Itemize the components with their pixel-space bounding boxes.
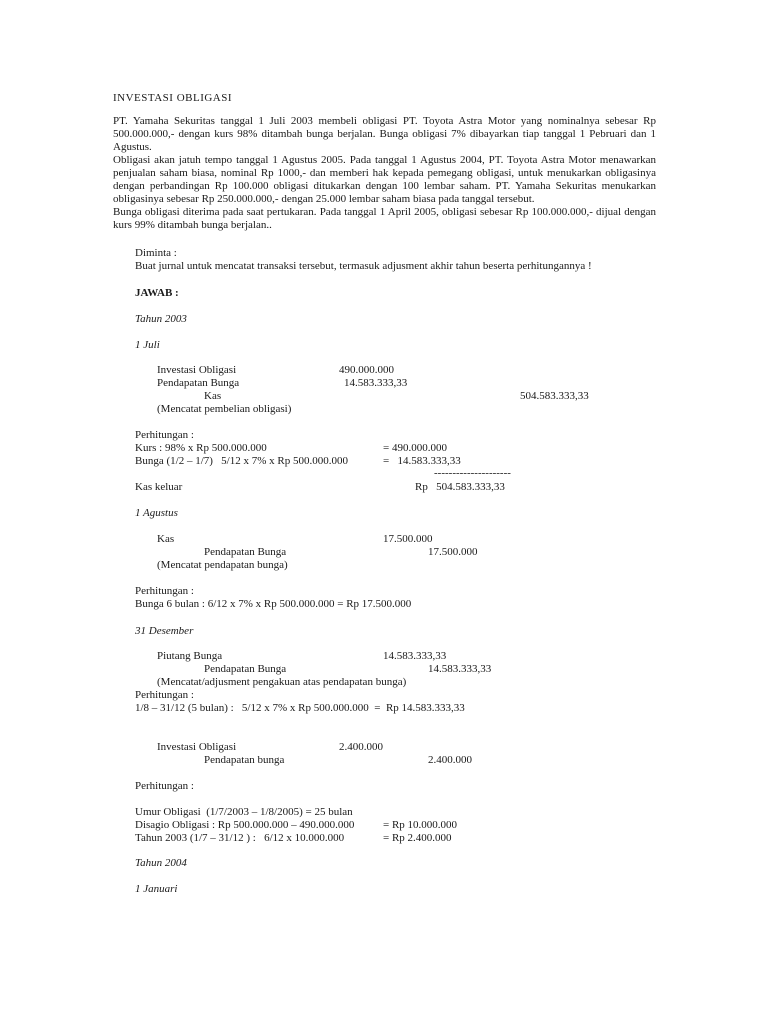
- date-31-desember: 31 Desember: [135, 625, 194, 637]
- journal-account: Piutang Bunga: [157, 650, 223, 662]
- journal-account: Pendapatan bunga: [204, 754, 285, 766]
- journal-credit: 14.583.333,33: [428, 663, 492, 675]
- problem-paragraph: Obligasi akan jatuh tempo tanggal 1 Agustus 2005. Pada tanggal 1 Agustus 2004, PT. Toyota Astra Motor menawarkan penjualan saham biasa, nominal Rp 1000,- dan memberi hak kepada pemegang obligasi, untuk menukarkan obligasinya dengan perbandingan Rp 100.000 obligasi ditukarkan dengan 100 lembar saham. PT. Yamaha Sekuritas menukarkan obligasinya sebesar Rp 250.000.000,- dengan 25.000 lembar saham biasa pada tanggal tersebut.: [113, 154, 656, 205]
- journal-note: (Mencatat pembelian obligasi): [157, 403, 292, 415]
- journal-credit: 2.400.000: [428, 754, 472, 766]
- problem-paragraph: Bunga obligasi diterima pada saat pertukaran. Pada tanggal 1 April 2005, obligasi sebesar Rp 100.000.000,- dijual dengan kurs 99% ditambah bunga berjalan..: [113, 206, 656, 231]
- calc-line: Umur Obligasi (1/7/2003 – 1/8/2005) = 25 bulan: [135, 806, 353, 818]
- journal-debit: 2.400.000: [339, 741, 383, 753]
- journal-debit: 17.500.000: [383, 533, 433, 545]
- year-heading-2003: Tahun 2003: [135, 313, 187, 325]
- year-heading-2004: Tahun 2004: [135, 857, 187, 869]
- total-value: Rp 504.583.333,33: [415, 481, 505, 493]
- journal-account: Investasi Obligasi: [157, 741, 237, 753]
- calc-result: = 490.000.000: [383, 442, 447, 454]
- calc-line: Tahun 2003 (1/7 – 31/12 ) : 6/12 x 10.000.000: [135, 832, 345, 844]
- journal-account: Pendapatan Bunga: [157, 377, 240, 389]
- diminta-text: Buat jurnal untuk mencatat transaksi tersebut, termasuk adjusment akhir tahun beserta perhitungannya !: [135, 260, 592, 272]
- calc-line: Bunga 6 bulan : 6/12 x 7% x Rp 500.000.000 = Rp 17.500.000: [135, 598, 412, 610]
- jawab-heading: JAWAB :: [135, 287, 179, 299]
- diminta-label: Diminta :: [135, 247, 177, 259]
- date-1-agustus: 1 Agustus: [135, 507, 178, 519]
- calc-line: Kurs : 98% x Rp 500.000.000: [135, 442, 267, 454]
- journal-credit: 17.500.000: [428, 546, 478, 558]
- journal-debit: 490.000.000: [339, 364, 394, 376]
- calc-result: = 14.583.333,33: [383, 455, 461, 467]
- calc-label: Perhitungan :: [135, 689, 194, 701]
- journal-note: (Mencatat pendapatan bunga): [157, 559, 288, 571]
- problem-statement: [113, 115, 656, 232]
- journal-credit: 504.583.333,33: [520, 390, 589, 402]
- date-1-juli: 1 Juli: [135, 339, 160, 351]
- calc-line: Bunga (1/2 – 1/7) 5/12 x 7% x Rp 500.000.000: [135, 455, 348, 467]
- calc-label: Perhitungan :: [135, 780, 194, 792]
- sum-divider: ---------------------: [434, 467, 511, 479]
- journal-account: Investasi Obligasi: [157, 364, 237, 376]
- total-label: Kas keluar: [135, 481, 183, 493]
- calc-result: = Rp 10.000.000: [383, 819, 458, 831]
- calc-line: Disagio Obligasi : Rp 500.000.000 – 490.000.000: [135, 819, 355, 831]
- journal-debit: 14.583.333,33: [344, 377, 408, 389]
- journal-account: Pendapatan Bunga: [204, 663, 287, 675]
- journal-account: Kas: [204, 390, 222, 402]
- journal-account: Pendapatan Bunga: [204, 546, 287, 558]
- date-1-januari: 1 Januari: [135, 883, 178, 895]
- calc-label: Perhitungan :: [135, 429, 194, 441]
- journal-account: Kas: [157, 533, 175, 545]
- page-title: INVESTASI OBLIGASI: [113, 92, 233, 104]
- calc-label: Perhitungan :: [135, 585, 194, 597]
- calc-line: 1/8 – 31/12 (5 bulan) : 5/12 x 7% x Rp 500.000.000 = Rp 14.583.333,33: [135, 702, 465, 714]
- journal-note: (Mencatat/adjusment pengakuan atas pendapatan bunga): [157, 676, 407, 688]
- calc-result: = Rp 2.400.000: [383, 832, 452, 844]
- problem-paragraph: PT. Yamaha Sekuritas tanggal 1 Juli 2003 membeli obligasi PT. Toyota Astra Motor yang nominalnya sebesar Rp 500.000.000,- dengan kurs 98% ditambah bunga berjalan. Bunga obligasi 7% dibayarkan tiap tanggal 1 Pebruari dan 1 Agustus.: [113, 115, 656, 153]
- journal-debit: 14.583.333,33: [383, 650, 447, 662]
